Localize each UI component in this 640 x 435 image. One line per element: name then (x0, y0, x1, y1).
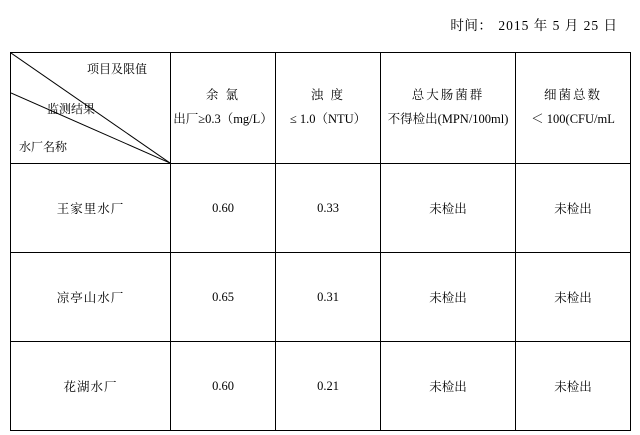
cell-total-coliform (381, 342, 516, 431)
cell-value: 0.21 (317, 378, 339, 393)
cell-turbidity (276, 342, 381, 431)
row-plant-name (11, 164, 171, 253)
cell-value: 未检出 (429, 202, 467, 216)
cell-value: 0.31 (317, 289, 339, 304)
column-title: 细菌总数 (543, 88, 602, 103)
table-row (11, 164, 631, 253)
cell-value: 0.60 (212, 378, 234, 393)
corner-label-monitor-result: 监测结果 (47, 102, 96, 116)
cell-residual-chlorine (171, 342, 276, 431)
corner-header-cell (11, 53, 171, 164)
table-header-row (11, 53, 631, 164)
plant-name-text: 王家里水厂 (56, 202, 125, 216)
plant-name-text: 花湖水厂 (63, 380, 118, 394)
cell-value: 未检出 (429, 291, 467, 305)
column-subtitle: ≤ 1.0（NTU） (289, 112, 367, 126)
cell-total-bacteria (516, 342, 631, 431)
date-line (450, 14, 618, 34)
column-subtitle: 不得检出(MPN/100ml) (387, 112, 509, 126)
column-title: 余 氯 (205, 88, 241, 103)
corner-label-item-limit: 项目及限值 (87, 62, 148, 76)
row-plant-name (11, 253, 171, 342)
water-quality-table (10, 52, 631, 431)
date-value: 2015 年 5 月 25 日 (498, 18, 618, 33)
table-row (11, 253, 631, 342)
column-header-total-coliform (381, 53, 516, 164)
plant-name-text: 凉亭山水厂 (56, 291, 125, 305)
cell-total-bacteria (516, 164, 631, 253)
cell-total-coliform (381, 164, 516, 253)
cell-total-bacteria (516, 253, 631, 342)
column-header-turbidity (276, 53, 381, 164)
cell-value: 0.60 (212, 200, 234, 215)
column-subtitle: 出厂≥0.3（mg/L） (173, 112, 273, 126)
cell-turbidity (276, 253, 381, 342)
cell-total-coliform (381, 253, 516, 342)
column-header-residual-chlorine (171, 53, 276, 164)
cell-residual-chlorine (171, 253, 276, 342)
column-title: 总大肠菌群 (411, 88, 485, 103)
row-plant-name (11, 342, 171, 431)
cell-turbidity (276, 164, 381, 253)
column-title: 浊 度 (310, 88, 346, 103)
cell-value: 未检出 (429, 380, 467, 394)
cell-value: 0.65 (212, 289, 234, 304)
corner-label-plant-name: 水厂名称 (19, 140, 68, 154)
column-subtitle: ＜ 100(CFU/mL (531, 112, 615, 126)
date-label: 时间： (450, 18, 493, 33)
cell-residual-chlorine (171, 164, 276, 253)
cell-value: 未检出 (554, 380, 592, 394)
column-header-total-bacteria (516, 53, 631, 164)
cell-value: 未检出 (554, 202, 592, 216)
cell-value: 0.33 (317, 200, 339, 215)
cell-value: 未检出 (554, 291, 592, 305)
table-row (11, 342, 631, 431)
